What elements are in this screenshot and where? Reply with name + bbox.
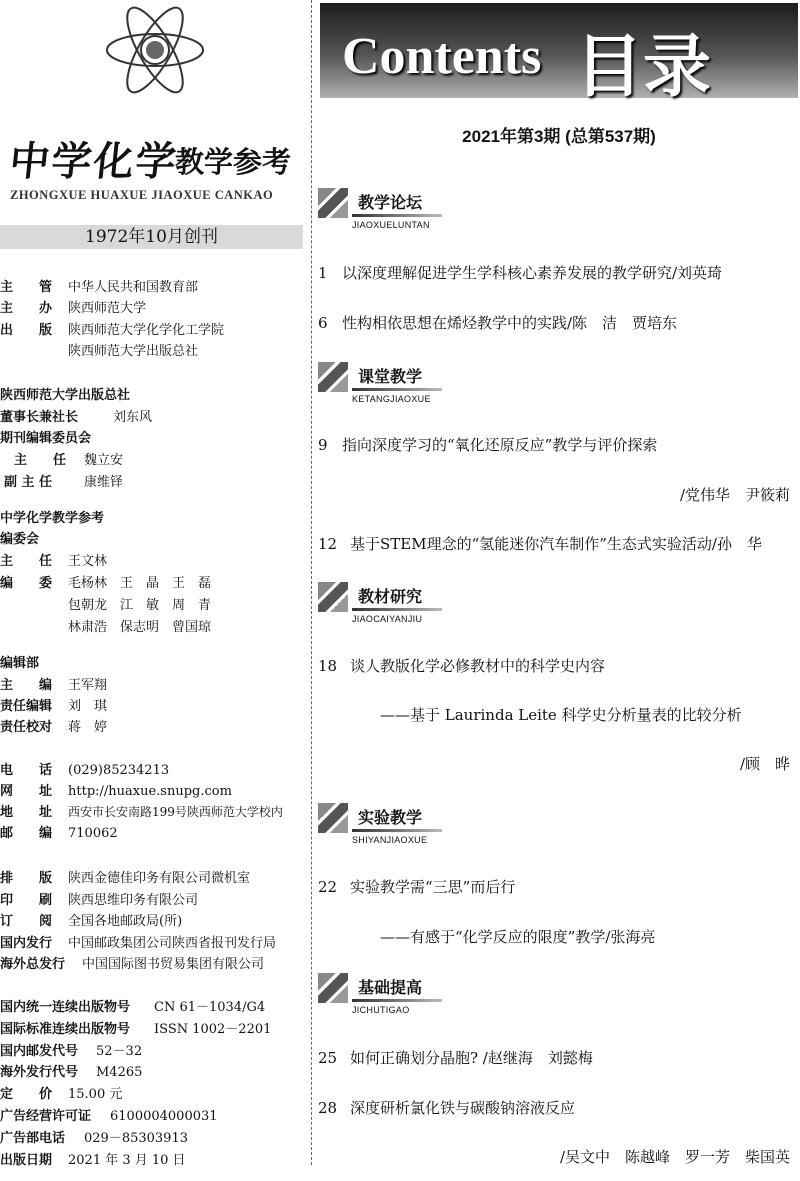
info-row: 主 任 王文林 <box>0 554 108 569</box>
info-row: 责任校对 蒋 婷 <box>0 720 108 735</box>
atom-icon <box>100 2 210 97</box>
column-divider <box>311 0 312 1165</box>
section-bar-icon <box>318 188 348 218</box>
info-row: 订 阅 全国各地邮政局(所) <box>0 914 183 929</box>
section-header: 实验教学 SHIYANJIAOXUE <box>318 803 448 845</box>
info-row: 主 编 王军翔 <box>0 678 108 693</box>
info-row: 主 管 中华人民共和国教育部 <box>0 280 199 295</box>
journal-logo-subtitle: 教学参考 <box>175 145 292 179</box>
info-row: 国内发行 中国邮政集团公司陕西省报刊发行局 <box>0 936 277 951</box>
section-header: 教材研究 JIAOCAIYANJIU <box>318 582 448 624</box>
info-row: 国际标准连续出版物号 ISSN 1002－2201 <box>0 1022 272 1037</box>
info-row: 海外发行代号 M4265 <box>0 1065 143 1080</box>
toc-entry[interactable]: 9 指向深度学习的“氧化还原反应”教学与评价探索 <box>318 436 658 454</box>
masthead-column <box>0 0 305 1181</box>
info-row: 包朝龙 江 敏 周 青 <box>68 598 212 613</box>
info-row: 主 办 陕西师范大学 <box>0 301 147 316</box>
info-row: 责任编辑 刘 琪 <box>0 699 108 714</box>
section-bar-icon <box>318 582 348 612</box>
info-row: 出版日期 2021 年 3 月 10 日 <box>0 1153 186 1168</box>
info-row: 电 话 (029)85234213 <box>0 763 170 778</box>
info-row: 海外总发行 中国国际图书贸易集团有限公司 <box>0 957 265 972</box>
toc-entry[interactable]: 18 谈人教版化学必修教材中的科学史内容 <box>318 657 606 675</box>
editorial-name: 编辑部 <box>0 656 40 671</box>
info-row: 林肃浩 保志明 曾国琼 <box>68 620 212 635</box>
toc-author: /党伟华 尹筱莉 <box>679 486 790 504</box>
journal-logo-cn: 中学化学 <box>7 138 181 185</box>
toc-entry[interactable]: 6 性构相依思想在烯烃教学中的实践/陈 洁 贾培东 <box>318 314 678 332</box>
info-row: 国内邮发代号 52－32 <box>0 1044 143 1059</box>
section-header: 基础提高 JICHUTIGAO <box>318 973 448 1015</box>
info-row: 邮 编 710062 <box>0 826 118 841</box>
press-name: 陕西师范大学出版总社 <box>0 388 131 403</box>
journal-name: 中学化学教学参考 <box>0 511 105 526</box>
toc-author: /吴文中 陈越峰 罗一芳 柴国英 <box>559 1148 790 1166</box>
journal-logo-en: ZHONGXUE HUAXUE JIAOXUE CANKAO <box>10 188 274 202</box>
contents-title-en: Contents <box>342 28 542 85</box>
contents-banner <box>320 3 798 107</box>
contents-column <box>318 0 800 1181</box>
info-row: 网 址 http://huaxue.snupg.com <box>0 784 232 799</box>
founded-banner: 1972年10月创刊 <box>0 225 303 249</box>
info-row: 陕西师范大学出版总社 <box>68 344 199 359</box>
toc-entry[interactable]: 28 深度研析氯化铁与碳酸钠溶液反应 <box>318 1099 576 1117</box>
toc-entry[interactable]: 12 基于STEM理念的“氢能迷你汽车制作”生态式实验活动/孙 华 <box>318 535 762 553</box>
info-row: 国内统一连续出版物号 CN 61－1034/G4 <box>0 1000 266 1015</box>
info-row: 副 主 任 康维铎 <box>4 475 124 490</box>
info-row: 广告部电话 029－85303913 <box>0 1131 188 1146</box>
section-bar-icon <box>318 362 348 392</box>
info-row: 出 版 陕西师范大学化学化工学院 <box>0 323 225 338</box>
info-row: 地 址 西安市长安南路199号陕西师范大学校内 <box>0 805 283 820</box>
issue-number: 2021年第3期 (总第537期) <box>462 127 656 146</box>
info-row: 编 委 毛杨林 王 晶 王 磊 <box>0 576 212 591</box>
info-row: 主 任 魏立安 <box>14 453 124 468</box>
toc-entry[interactable]: 1 以深度理解促进学生学科核心素养发展的教学研究/刘英琦 <box>318 264 723 282</box>
toc-author: /顾 晔 <box>739 755 790 773</box>
section-bar-icon <box>318 973 348 1003</box>
committee-name: 期刊编辑委员会 <box>0 431 92 446</box>
toc-entry[interactable]: 25 如何正确划分晶胞? /赵继海 刘懿梅 <box>318 1049 593 1067</box>
contents-title-cn: 目录 <box>575 28 712 107</box>
section-header: 课堂教学 KETANGJIAOXUE <box>318 362 448 404</box>
info-row: 印 刷 陕西思维印务有限公司 <box>0 893 199 908</box>
section-header: 教学论坛 JIAOXUELUNTAN <box>318 188 448 230</box>
toc-subtitle: ——有感于“化学反应的限度”教学/张海亮 <box>380 928 656 946</box>
board-name: 编委会 <box>0 532 40 547</box>
section-bar-icon <box>318 803 348 833</box>
toc-entry[interactable]: 22 实验教学需“三思”而后行 <box>318 878 516 896</box>
toc-subtitle: ——基于 Laurinda Leite 科学史分析量表的比较分析 <box>380 706 742 724</box>
info-row: 定 价 15.00 元 <box>0 1087 123 1102</box>
info-row: 排 版 陕西金德佳印务有限公司微机室 <box>0 871 251 886</box>
info-row: 董事长兼社长 刘东风 <box>0 410 153 425</box>
info-row: 广告经营许可证 6100004000031 <box>0 1109 218 1124</box>
